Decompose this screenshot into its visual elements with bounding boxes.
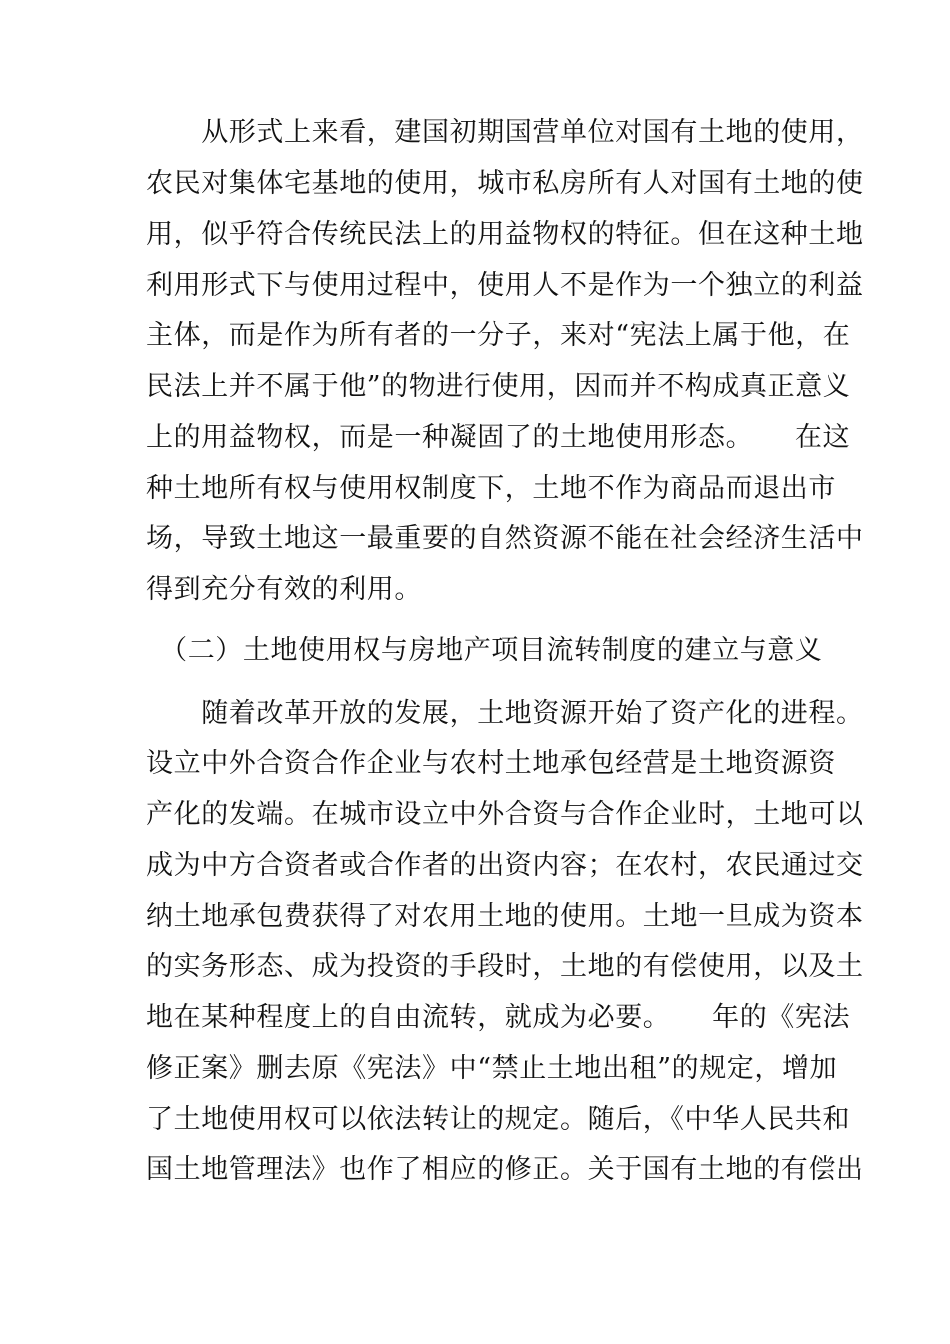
paragraph-1-line-4: 利用形式下与使用过程中，使用人不是作为一个独立的利益 xyxy=(146,270,864,301)
paragraph-1-line-9: 场，导致土地这一最重要的自然资源不能在社会经济生活中 xyxy=(146,523,864,554)
section-heading: （二）土地使用权与房地产项目流转制度的建立与意义 xyxy=(146,635,823,666)
paragraph-2-line-2: 设立中外合资合作企业与农村土地承包经营是土地资源资 xyxy=(146,748,836,779)
paragraph-2-line-4: 成为中方合资者或合作者的出资内容；在农村，农民通过交 xyxy=(146,850,864,881)
paragraph-1-line-1: 从形式上来看，建国初期国营单位对国有土地的使用， xyxy=(146,117,864,148)
paragraph-2-line-9: 了土地使用权可以依法转让的规定。随后，《中华人民共和 xyxy=(146,1104,851,1135)
paragraph-1-line-10: 得到充分有效的利用。 xyxy=(146,574,422,605)
paragraph-2-line-8: 修正案》删去原《宪法》中“禁止土地出租”的规定，增加 xyxy=(146,1053,838,1084)
paragraph-2-line-7: 地在某种程度上的自由流转，就成为必要。 年的《宪法 xyxy=(146,1002,851,1033)
paragraph-2-line-5: 纳土地承包费获得了对农用土地的使用。土地一旦成为资本 xyxy=(146,901,864,932)
paragraph-2-line-10: 国土地管理法》也作了相应的修正。关于国有土地的有偿出 xyxy=(146,1154,864,1185)
paragraph-1-line-3: 用，似乎符合传统民法上的用益物权的特征。但在这种土地 xyxy=(146,219,864,250)
paragraph-1-line-2: 农民对集体宅基地的使用，城市私房所有人对国有土地的使 xyxy=(146,168,864,199)
paragraph-1-line-7: 上的用益物权，而是一种凝固了的土地使用形态。 在这 xyxy=(146,422,851,453)
paragraph-1-line-8: 种土地所有权与使用权制度下，土地不作为商品而退出市 xyxy=(146,473,836,504)
paragraph-1-line-6: 民法上并不属于他”的物进行使用，因而并不构成真正意义 xyxy=(146,371,851,402)
paragraph-1-line-5: 主体，而是作为所有者的一分子，来对“宪法上属于他，在 xyxy=(146,320,851,351)
paragraph-2-line-1: 随着改革开放的发展，土地资源开始了资产化的进程。 xyxy=(146,698,864,729)
paragraph-2-line-6: 的实务形态、成为投资的手段时，土地的有偿使用，以及土 xyxy=(146,951,864,982)
paragraph-2-line-3: 产化的发端。在城市设立中外合资与合作企业时，土地可以 xyxy=(146,799,864,830)
